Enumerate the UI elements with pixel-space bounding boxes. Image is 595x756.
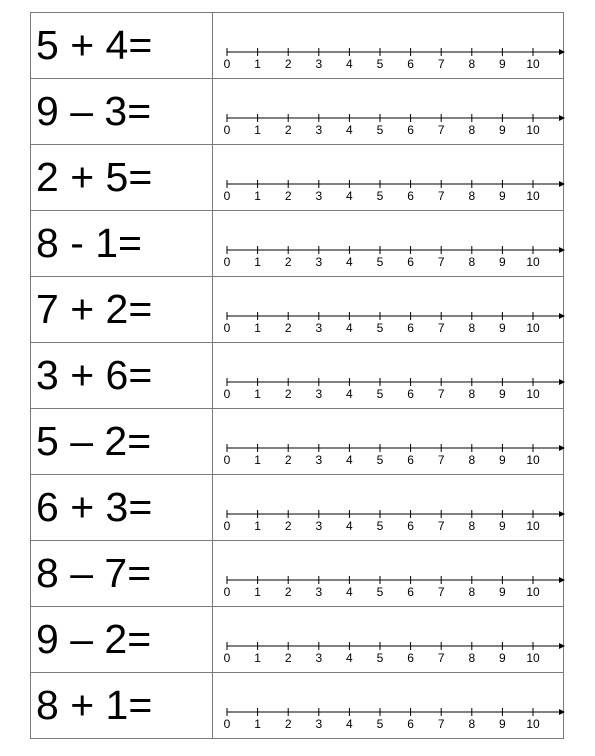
number-line-label: 4 (346, 123, 353, 137)
number-line-label: 9 (499, 519, 506, 533)
problem-row (31, 409, 564, 475)
number-line-label: 3 (315, 387, 323, 401)
number-line-label: 9 (499, 123, 506, 137)
arrow-head-icon (559, 709, 565, 715)
number-line-label: 10 (526, 519, 540, 533)
problem-row (31, 343, 564, 409)
number-line-label: 9 (499, 57, 506, 71)
number-line-label: 8 (468, 585, 476, 599)
number-line-label: 6 (407, 255, 414, 269)
problem-row (31, 211, 564, 277)
number-line-label: 4 (346, 717, 353, 731)
number-line-label: 9 (499, 717, 506, 731)
number-line-label: 2 (284, 387, 292, 401)
number-line-label: 1 (254, 321, 261, 335)
number-line-cell[interactable] (213, 409, 564, 475)
number-line-label: 10 (526, 651, 540, 665)
number-line (213, 145, 569, 210)
number-line-label: 8 (468, 717, 476, 731)
number-line-label: 3 (315, 717, 323, 731)
arrow-head-icon (559, 643, 565, 649)
number-line-label: 10 (526, 717, 540, 731)
number-line-label: 3 (315, 57, 323, 71)
number-line-label: 6 (407, 189, 414, 203)
number-line-label: 8 (468, 189, 476, 203)
number-line-label: 10 (526, 585, 540, 599)
number-line-label: 7 (437, 717, 445, 731)
arrow-head-icon (559, 115, 565, 121)
number-line-label: 6 (407, 57, 414, 71)
number-line-label: 3 (315, 255, 323, 269)
number-line-label: 0 (223, 57, 231, 71)
number-line-label: 10 (526, 321, 540, 335)
number-line-label: 0 (223, 717, 231, 731)
number-line-label: 9 (499, 255, 506, 269)
number-line-label: 5 (376, 585, 384, 599)
number-line-cell[interactable] (213, 607, 564, 673)
number-line-label: 7 (437, 123, 445, 137)
number-line-cell[interactable] (213, 145, 564, 211)
problem-expression: 3 + 6= (31, 343, 213, 409)
problem-row (31, 475, 564, 541)
problem-row (31, 13, 564, 79)
number-line-label: 6 (407, 321, 414, 335)
number-line-label: 9 (499, 387, 506, 401)
arrow-head-icon (559, 49, 565, 55)
number-line-label: 2 (284, 717, 292, 731)
number-line-label: 8 (468, 453, 476, 467)
number-line-label: 4 (346, 585, 353, 599)
number-line-label: 2 (284, 453, 292, 467)
number-line-label: 1 (254, 585, 261, 599)
worksheet-table (30, 12, 564, 739)
number-line-label: 3 (315, 189, 323, 203)
number-line (213, 541, 569, 606)
number-line-label: 2 (284, 57, 292, 71)
number-line-label: 0 (223, 123, 231, 137)
number-line-label: 3 (315, 453, 323, 467)
number-line-label: 2 (284, 651, 292, 665)
number-line-label: 3 (315, 585, 323, 599)
number-line-label: 0 (223, 519, 231, 533)
number-line-label: 2 (284, 255, 292, 269)
problem-expression: 9 – 2= (31, 607, 213, 673)
number-line (213, 673, 569, 738)
number-line-label: 6 (407, 651, 414, 665)
number-line (213, 13, 569, 78)
number-line-label: 6 (407, 717, 414, 731)
number-line-label: 4 (346, 519, 353, 533)
number-line (213, 343, 569, 408)
number-line-label: 6 (407, 453, 414, 467)
number-line-label: 7 (437, 651, 445, 665)
arrow-head-icon (559, 181, 565, 187)
number-line-label: 6 (407, 585, 414, 599)
arrow-head-icon (559, 577, 565, 583)
number-line-label: 3 (315, 651, 323, 665)
number-line (213, 409, 569, 474)
number-line-label: 1 (254, 453, 261, 467)
number-line-label: 1 (254, 57, 261, 71)
number-line (213, 79, 569, 144)
number-line-label: 9 (499, 651, 506, 665)
problem-expression: 8 - 1= (31, 211, 213, 277)
problem-row (31, 673, 564, 739)
number-line-label: 1 (254, 123, 261, 137)
number-line-label: 8 (468, 651, 476, 665)
number-line-label: 4 (346, 57, 353, 71)
number-line-label: 10 (526, 255, 540, 269)
arrow-head-icon (559, 313, 565, 319)
number-line-label: 5 (376, 387, 384, 401)
number-line-label: 0 (223, 255, 231, 269)
number-line-label: 10 (526, 57, 540, 71)
number-line-label: 1 (254, 717, 261, 731)
number-line-label: 9 (499, 321, 506, 335)
problem-row (31, 541, 564, 607)
number-line-label: 1 (254, 255, 261, 269)
arrow-head-icon (559, 445, 565, 451)
number-line-label: 0 (223, 453, 231, 467)
problem-expression: 5 + 4= (31, 13, 213, 79)
problem-row (31, 79, 564, 145)
number-line-label: 7 (437, 387, 445, 401)
number-line-label: 0 (223, 651, 231, 665)
number-line-label: 8 (468, 519, 476, 533)
number-line-label: 10 (526, 387, 540, 401)
number-line-label: 6 (407, 387, 414, 401)
number-line-label: 10 (526, 189, 540, 203)
number-line-label: 0 (223, 387, 231, 401)
number-line-label: 5 (376, 519, 384, 533)
number-line-label: 2 (284, 585, 292, 599)
number-line-label: 8 (468, 123, 476, 137)
number-line-label: 10 (526, 453, 540, 467)
arrow-head-icon (559, 247, 565, 253)
number-line-label: 4 (346, 651, 353, 665)
number-line-label: 5 (376, 189, 384, 203)
number-line-label: 5 (376, 123, 384, 137)
number-line (213, 475, 569, 540)
number-line-label: 3 (315, 123, 323, 137)
problem-expression: 9 – 3= (31, 79, 213, 145)
number-line-label: 6 (407, 123, 414, 137)
number-line-label: 3 (315, 519, 323, 533)
number-line-label: 1 (254, 387, 261, 401)
number-line-label: 0 (223, 585, 231, 599)
number-line-label: 1 (254, 519, 261, 533)
number-line-cell[interactable] (213, 277, 564, 343)
number-line-label: 4 (346, 453, 353, 467)
number-line (213, 607, 569, 672)
number-line-cell[interactable] (213, 79, 564, 145)
number-line-label: 9 (499, 453, 506, 467)
arrow-head-icon (559, 511, 565, 517)
number-line-label: 4 (346, 255, 353, 269)
number-line-cell[interactable] (213, 541, 564, 607)
number-line-label: 4 (346, 387, 353, 401)
number-line-label: 2 (284, 123, 292, 137)
number-line-label: 5 (376, 651, 384, 665)
problem-expression: 8 – 7= (31, 541, 213, 607)
problem-expression: 5 – 2= (31, 409, 213, 475)
number-line-label: 7 (437, 57, 445, 71)
number-line-label: 8 (468, 387, 476, 401)
number-line-label: 5 (376, 717, 384, 731)
number-line-label: 0 (223, 321, 231, 335)
number-line-label: 4 (346, 321, 353, 335)
number-line-label: 3 (315, 321, 323, 335)
number-line-cell[interactable] (213, 13, 564, 79)
number-line-label: 5 (376, 321, 384, 335)
number-line-label: 7 (437, 321, 445, 335)
number-line-label: 4 (346, 189, 353, 203)
number-line-cell[interactable] (213, 475, 564, 541)
number-line-label: 6 (407, 519, 414, 533)
number-line (213, 277, 569, 342)
number-line-label: 8 (468, 321, 476, 335)
number-line-label: 5 (376, 255, 384, 269)
number-line-label: 2 (284, 189, 292, 203)
number-line-label: 7 (437, 189, 445, 203)
number-line-label: 10 (526, 123, 540, 137)
number-line-label: 5 (376, 453, 384, 467)
number-line-label: 2 (284, 519, 292, 533)
worksheet-rows (31, 13, 564, 739)
problem-row (31, 277, 564, 343)
number-line-label: 1 (254, 651, 261, 665)
number-line-label: 8 (468, 255, 476, 269)
arrow-head-icon (559, 379, 565, 385)
number-line-label: 9 (499, 585, 506, 599)
number-line-label: 2 (284, 321, 292, 335)
number-line-label: 8 (468, 57, 476, 71)
number-line-label: 7 (437, 255, 445, 269)
problem-expression: 6 + 3= (31, 475, 213, 541)
number-line-cell[interactable] (213, 343, 564, 409)
number-line-label: 0 (223, 189, 231, 203)
number-line-label: 7 (437, 519, 445, 533)
problem-row (31, 145, 564, 211)
problem-row (31, 607, 564, 673)
number-line (213, 211, 569, 276)
number-line-label: 9 (499, 189, 506, 203)
number-line-label: 7 (437, 453, 445, 467)
number-line-cell[interactable] (213, 211, 564, 277)
problem-expression: 8 + 1= (31, 673, 213, 739)
number-line-cell[interactable] (213, 673, 564, 739)
number-line-label: 1 (254, 189, 261, 203)
number-line-label: 5 (376, 57, 384, 71)
number-line-label: 7 (437, 585, 445, 599)
problem-expression: 2 + 5= (31, 145, 213, 211)
problem-expression: 7 + 2= (31, 277, 213, 343)
